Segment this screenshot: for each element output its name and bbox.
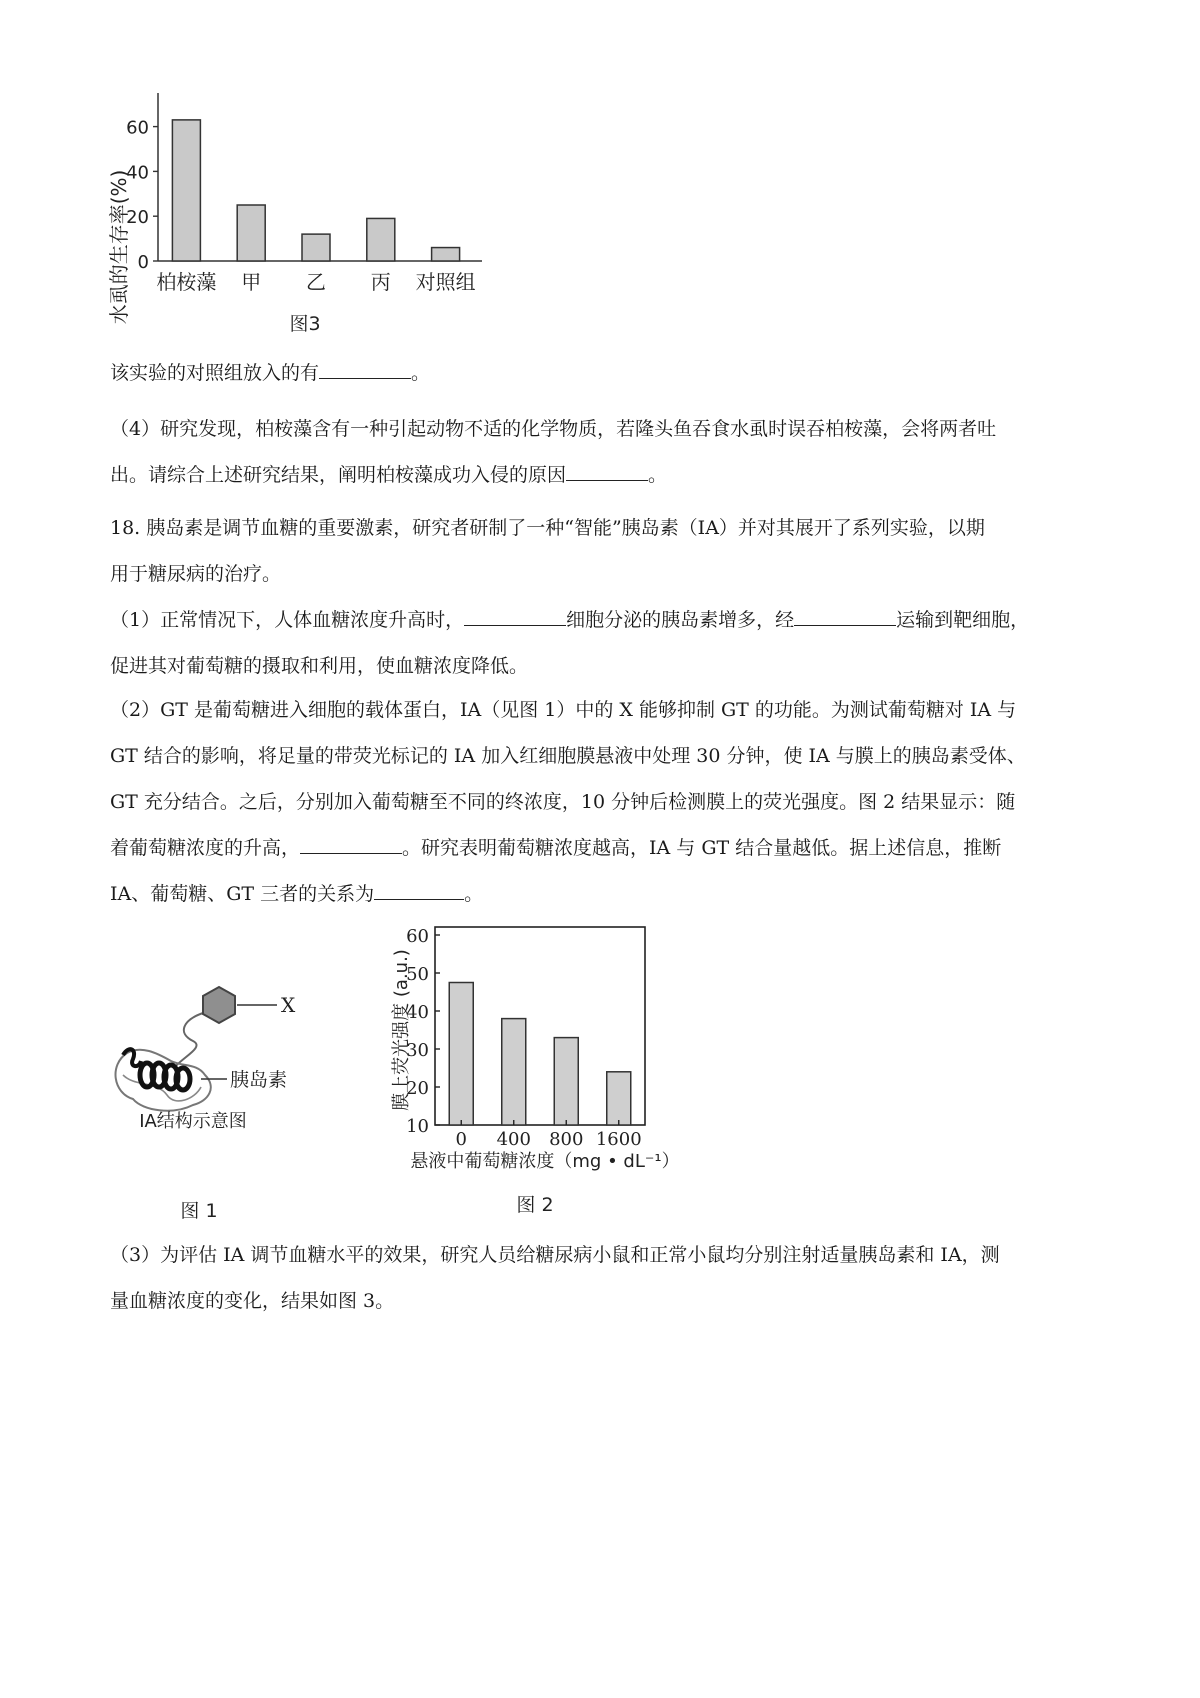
fig2-y-tick-label: 40 bbox=[406, 1002, 429, 1023]
fig3-y-tick-label: 40 bbox=[126, 162, 149, 184]
answer-blank[interactable] bbox=[319, 358, 411, 379]
question-18-2-line1: （2）GT 是葡萄糖进入细胞的载体蛋白，IA（见图 1）中的 X 能够抑制 GT 的功能。为测试葡萄糖对 IA 与 bbox=[110, 699, 1017, 721]
question-18-1-part2: 细胞分泌的胰岛素增多，经 bbox=[566, 609, 795, 631]
fig2-bar bbox=[502, 1019, 526, 1125]
insulin-label: 胰岛素 bbox=[230, 1069, 288, 1091]
question-4-line1: （4）研究发现，柏桉藻含有一种引起动物不适的化学物质，若隆头鱼吞食水虱时误吞柏桉藻，会将两者吐 bbox=[110, 418, 997, 440]
fig2-bars bbox=[449, 983, 631, 1126]
fig1-caption: IA结构示意图 bbox=[139, 1111, 247, 1132]
fig2-x-tick-label: 0 bbox=[455, 1129, 467, 1150]
question-18-intro bbox=[110, 505, 1105, 597]
question-18-2-line4a: 着葡萄糖浓度的升高， bbox=[110, 837, 301, 859]
fig3-y-label: 水虱的生存率(%) bbox=[107, 169, 131, 325]
question-18-3-line1: （3）为评估 IA 调节血糖水平的效果，研究人员给糖尿病小鼠和正常小鼠均分别注射适量胰岛素和 IA，测 bbox=[110, 1244, 1000, 1266]
question-18-2-line3: GT 充分结合。之后，分别加入葡萄糖至不同的终浓度，10 分钟后检测膜上的荧光强度。图 2 结果显示：随 bbox=[110, 791, 1016, 813]
fig2-title: 图 2 bbox=[516, 1194, 554, 1216]
fig3-x-tick-label: 丙 bbox=[370, 270, 391, 294]
fig2-y-tick-label: 10 bbox=[406, 1116, 429, 1137]
question-18-3 bbox=[110, 1232, 1105, 1324]
fig2-x-tick-label: 800 bbox=[549, 1129, 584, 1150]
fig1-label: 图 1 bbox=[180, 1200, 218, 1222]
control-group-suffix: 。 bbox=[411, 362, 431, 384]
question-18-line1: 18. 胰岛素是调节血糖的重要激素，研究者研制了一种“智能”胰岛素（IA）并对其展开了系列实验，以期 bbox=[110, 517, 985, 539]
question-18-2-line4b: 。研究表明葡萄糖浓度越高，IA 与 GT 结合量越低。据上述信息，推断 bbox=[402, 837, 1002, 859]
control-group-question bbox=[110, 350, 1105, 396]
fig3-bar bbox=[432, 248, 460, 261]
fig2-y-tick-label: 30 bbox=[406, 1040, 429, 1061]
fig3-y-tick-label: 0 bbox=[137, 252, 149, 273]
question-18-2-line5a: IA、葡萄糖、GT 三者的关系为 bbox=[110, 883, 375, 905]
fig2-x-label: 悬液中葡萄糖浓度（mg • dL⁻¹） bbox=[410, 1151, 680, 1172]
answer-blank[interactable] bbox=[566, 460, 648, 481]
fig3-bar bbox=[367, 218, 395, 261]
fig2-x-labels bbox=[456, 1129, 642, 1150]
fig3-bar bbox=[302, 234, 330, 261]
fig2-bar bbox=[449, 983, 473, 1126]
fig3-title: 图3 bbox=[289, 313, 321, 335]
helix-small-icon bbox=[123, 1049, 141, 1066]
fig2-bar-chart bbox=[385, 915, 725, 1225]
question-4 bbox=[110, 406, 1105, 498]
fig1-ia-structure-diagram bbox=[105, 975, 345, 1225]
fig3-bar bbox=[237, 205, 265, 261]
fig3-x-tick-label: 甲 bbox=[241, 270, 262, 294]
fig3-bar bbox=[172, 120, 200, 261]
fig2-y-tick-label: 60 bbox=[406, 926, 429, 947]
question-18-1 bbox=[110, 597, 1105, 689]
linker-chain bbox=[175, 1013, 203, 1067]
control-group-text: 该实验的对照组放入的有 bbox=[110, 362, 320, 384]
fig3-bars bbox=[172, 120, 459, 261]
fig3-y-tick-label: 20 bbox=[126, 207, 149, 229]
fig3-x-labels bbox=[156, 270, 475, 294]
answer-blank[interactable] bbox=[374, 879, 464, 900]
question-18-2 bbox=[110, 687, 1105, 917]
fig3-x-tick-label: 柏桉藻 bbox=[156, 270, 217, 294]
question-18-3-line2: 量血糖浓度的变化，结果如图 3。 bbox=[110, 1290, 395, 1312]
answer-blank[interactable] bbox=[464, 605, 566, 626]
answer-blank[interactable] bbox=[794, 605, 896, 626]
helix-icon bbox=[140, 1063, 190, 1090]
question-18-1-part1: （1）正常情况下，人体血糖浓度升高时， bbox=[110, 609, 465, 631]
answer-blank[interactable] bbox=[300, 833, 402, 854]
question-4-line2-suffix: 。 bbox=[648, 464, 668, 486]
question-4-line2: 出。请综合上述研究结果，阐明柏桉藻成功入侵的原因 bbox=[110, 464, 567, 486]
fig2-y-label: 膜上荧光强度 (a.u.) bbox=[391, 949, 412, 1111]
question-18-1-line2: 促进其对葡萄糖的摄取和利用，使血糖浓度降低。 bbox=[110, 655, 529, 677]
question-18-line2: 用于糖尿病的治疗。 bbox=[110, 563, 282, 585]
x-hexagon-icon bbox=[203, 987, 235, 1023]
fig2-y-tick-label: 50 bbox=[406, 964, 429, 985]
x-label: X bbox=[281, 993, 296, 1017]
fig3-y-tick-label: 60 bbox=[126, 117, 149, 139]
fig2-x-tick-label: 1600 bbox=[595, 1129, 642, 1150]
fig2-bar bbox=[554, 1038, 578, 1125]
question-18-2-line2: GT 结合的影响，将足量的带荧光标记的 IA 加入红细胞膜悬液中处理 30 分钟，使 IA 与膜上的胰岛素受体、 bbox=[110, 745, 1026, 767]
fig3-x-tick-label: 乙 bbox=[306, 270, 326, 294]
fig2-x-tick-label: 400 bbox=[496, 1129, 531, 1150]
fig3-bar-chart bbox=[100, 85, 540, 345]
fig2-bar bbox=[607, 1072, 631, 1125]
fig2-y-tick-label: 20 bbox=[406, 1078, 429, 1099]
question-18-1-part3: 运输到靶细胞， bbox=[896, 609, 1030, 631]
question-18-2-line5b: 。 bbox=[464, 883, 484, 905]
fig3-x-tick-label: 对照组 bbox=[415, 270, 476, 294]
